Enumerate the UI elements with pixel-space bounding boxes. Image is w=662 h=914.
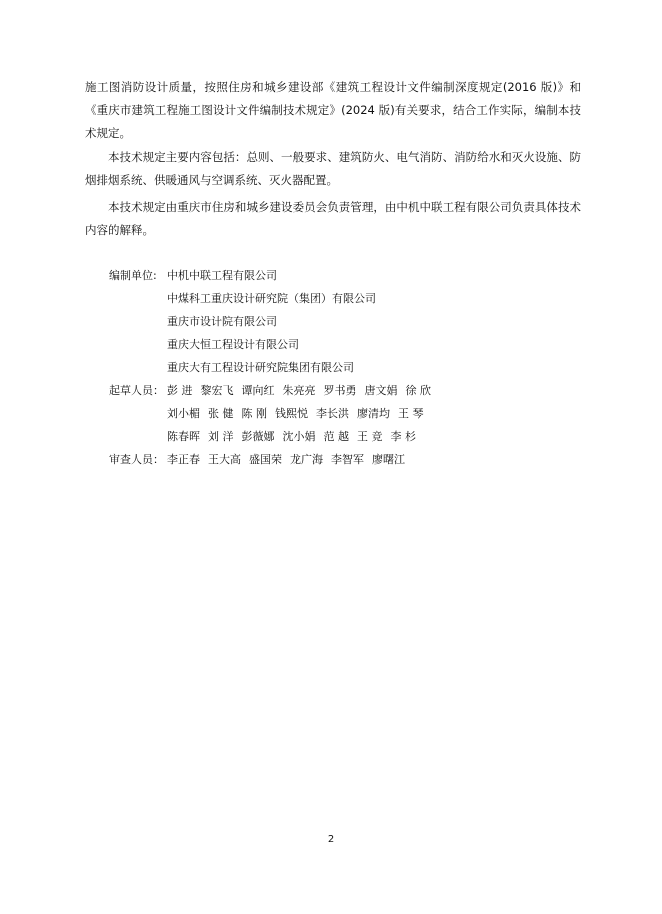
page-number: 2 — [327, 834, 335, 845]
compiling-unit-row — [109, 264, 431, 287]
person-name: 罗书勇 — [323, 384, 357, 397]
compiling-unit: 重庆市设计院有限公司 — [167, 315, 277, 328]
person-name: 王大高 — [208, 453, 241, 466]
person-name: 范 越 — [323, 430, 349, 443]
compiling-unit-row — [167, 333, 431, 356]
drafters-names — [167, 402, 424, 425]
compiling-unit-row — [167, 287, 431, 310]
intro-paragraph: 施工图消防设计质量，按照住房和城乡建设部《建筑工程设计文件编制深度规定(2016 版)》和《重庆市建筑工程施工图设计文件编制技术规定》(2024 版)有关要求，结合工作实际，编制本技术规定。 — [85, 80, 581, 140]
reviewers-names — [167, 448, 405, 471]
person-name: 朱亮亮 — [282, 384, 316, 397]
drafters-names — [167, 379, 431, 402]
management-paragraph: 本技术规定由重庆市住房和城乡建设委员会负责管理，由中机中联工程有限公司负责具体技术内容的解释。 — [85, 200, 581, 237]
person-name: 王 琴 — [398, 407, 424, 420]
person-name: 钱熙悦 — [275, 407, 308, 420]
person-name: 黎宏飞 — [200, 384, 234, 397]
person-name: 李正春 — [167, 453, 200, 466]
credits-block — [109, 264, 431, 471]
person-name: 彭 进 — [167, 384, 193, 397]
person-name: 李长洪 — [316, 407, 349, 420]
person-name: 陈春晖 — [167, 430, 200, 443]
person-name: 彭薇娜 — [241, 430, 275, 443]
compiling-unit-row — [167, 356, 431, 379]
person-name: 刘小楣 — [167, 407, 200, 420]
person-name: 王 竞 — [357, 430, 383, 443]
drafters-names — [167, 425, 416, 448]
drafters-row — [167, 425, 431, 448]
person-name: 徐 欣 — [405, 384, 431, 397]
person-name: 唐文娟 — [364, 384, 398, 397]
person-name: 陈 刚 — [241, 407, 267, 420]
person-name: 沈小娟 — [282, 430, 316, 443]
person-name: 李智军 — [331, 453, 364, 466]
reviewers-label: 审查人员： — [109, 453, 164, 466]
person-name: 盛国荣 — [249, 453, 282, 466]
person-name: 廖清均 — [357, 407, 390, 420]
compiling-unit: 中煤科工重庆设计研究院（集团）有限公司 — [167, 292, 376, 305]
drafters-label: 起草人员： — [109, 384, 164, 397]
compiling-unit: 中机中联工程有限公司 — [167, 269, 277, 282]
drafters-row — [109, 379, 431, 402]
reviewers-row — [109, 448, 431, 471]
person-name: 谭向红 — [241, 384, 275, 397]
compiling-unit: 重庆大有工程设计研究院集团有限公司 — [167, 361, 354, 374]
compiling-unit-row — [167, 310, 431, 333]
drafters-row — [167, 402, 431, 425]
person-name: 张 健 — [208, 407, 234, 420]
person-name: 李 杉 — [390, 430, 416, 443]
contents-paragraph: 本技术规定主要内容包括：总则、一般要求、建筑防火、电气消防、消防给水和灭火设施、防烟排烟系统、供暖通风与空调系统、灭火器配置。 — [85, 150, 581, 187]
person-name: 廖曙江 — [372, 453, 405, 466]
compiling-units-label: 编制单位: — [109, 269, 157, 282]
compiling-unit: 重庆大恒工程设计有限公司 — [167, 338, 299, 351]
person-name: 刘 洋 — [208, 430, 234, 443]
person-name: 龙广海 — [290, 453, 323, 466]
